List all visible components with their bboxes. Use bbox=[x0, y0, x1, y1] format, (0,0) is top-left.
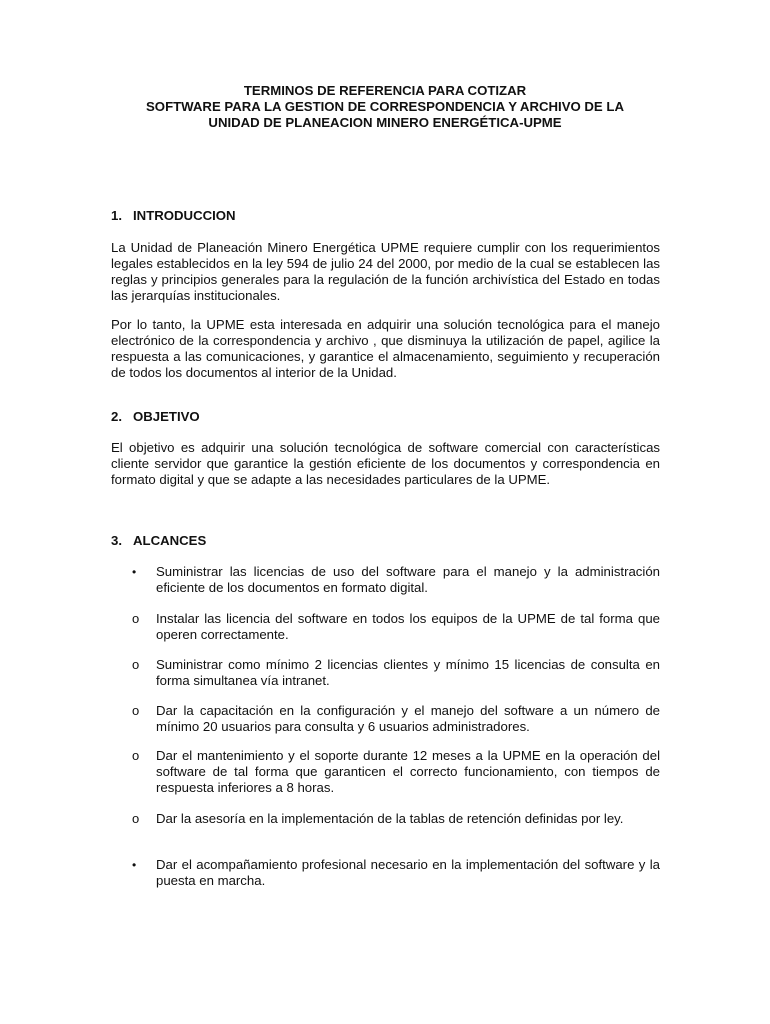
bullet-circle-icon: o bbox=[132, 657, 140, 672]
section-number: 3. bbox=[111, 533, 122, 548]
document-title bbox=[60, 83, 710, 131]
section-title: INTRODUCCION bbox=[133, 208, 236, 223]
section-heading-objetivo bbox=[111, 409, 200, 425]
section-number: 2. bbox=[111, 409, 122, 424]
section-heading-introduccion bbox=[111, 208, 236, 224]
list-item-text: Suministrar las licencias de uso del software para el manejo y la administración eficiente de los documentos en formato digital. bbox=[156, 564, 660, 595]
list-item-text: Dar el mantenimiento y el soporte durante 12 meses a la UPME en la operación del software de tal forma que garanticen el correcto funcionamiento, con tiempos de respuesta inferiores a 8 horas. bbox=[156, 748, 660, 795]
bullet-disc-icon: • bbox=[132, 565, 137, 579]
list-item-text: Dar la capacitación en la configuración y el manejo del software a un número de mínimo 20 usuarios para consulta y 6 usuarios administradores. bbox=[156, 703, 660, 734]
list-item-text: Suministrar como mínimo 2 licencias clientes y mínimo 15 licencias de consulta en forma simultanea vía intranet. bbox=[156, 657, 660, 688]
section-number: 1. bbox=[111, 208, 122, 223]
intro-paragraph-1: La Unidad de Planeación Minero Energética UPME requiere cumplir con los requerimientos legales establecidos en la ley 594 de julio 24 del 2000, por medio de la cual se establecen las reglas y principios generales para la regulación de la función archivística del Estado en todas las jerarquías institucionales. bbox=[111, 240, 660, 303]
bullet-circle-icon: o bbox=[132, 703, 140, 718]
objective-paragraph: El objetivo es adquirir una solución tecnológica de software comercial con características cliente servidor que garantice la gestión eficiente de los documentos y correspondencia en formato digital y que se adapte a las necesidades particulares de la UPME. bbox=[111, 440, 660, 487]
list-item-text: Dar la asesoría en la implementación de la tablas de retención definidas por ley. bbox=[156, 811, 624, 826]
section-title: OBJETIVO bbox=[133, 409, 200, 424]
bullet-disc-icon: • bbox=[132, 858, 137, 872]
title-line-3: UNIDAD DE PLANEACION MINERO ENERGÉTICA-UPME bbox=[208, 115, 562, 130]
bullet-circle-icon: o bbox=[132, 748, 140, 763]
intro-paragraph-2: Por lo tanto, la UPME esta interesada en adquirir una solución tecnológica para el manejo electrónico de la correspondencia y archivo , que disminuya la utilización de papel, agilice la respuesta a las comunicaciones, y garantice el almacenamiento, seguimiento y recuperación de todos los documentos al interior de la Unidad. bbox=[111, 317, 660, 380]
section-title: ALCANCES bbox=[133, 533, 207, 548]
title-line-2: SOFTWARE PARA LA GESTION DE CORRESPONDENCIA Y ARCHIVO DE LA bbox=[146, 99, 624, 114]
title-line-1: TERMINOS DE REFERENCIA PARA COTIZAR bbox=[243, 83, 527, 98]
bullet-circle-icon: o bbox=[132, 611, 140, 626]
bullet-circle-icon: o bbox=[132, 811, 140, 826]
section-heading-alcances bbox=[111, 533, 206, 549]
list-item-text: Dar el acompañamiento profesional necesario en la implementación del software y la puesta en marcha. bbox=[156, 857, 660, 888]
list-item-text: Instalar las licencia del software en todos los equipos de la UPME de tal forma que operen correctamente. bbox=[156, 611, 660, 642]
